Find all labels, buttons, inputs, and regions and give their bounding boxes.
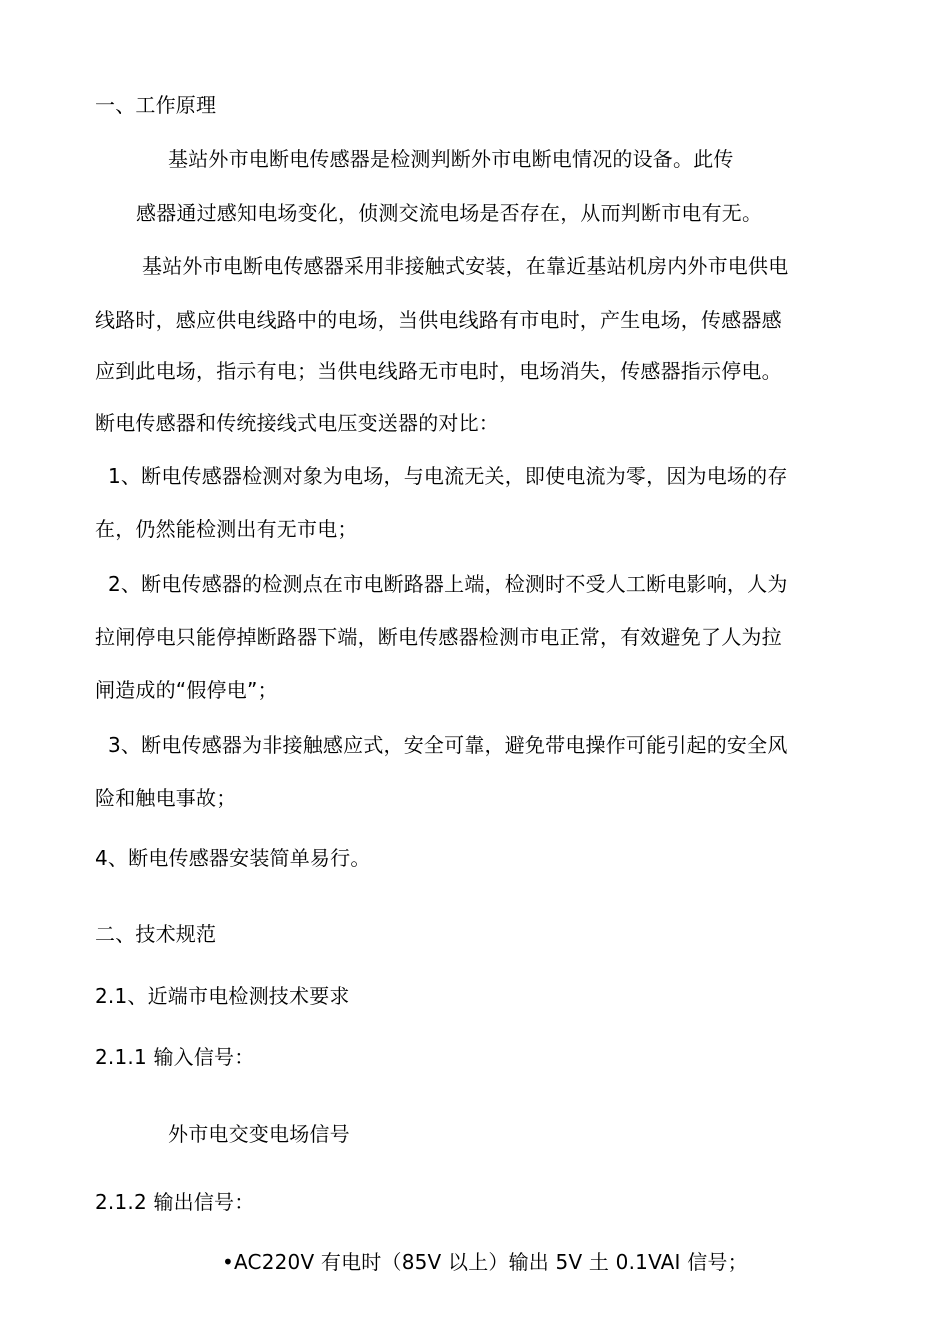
list-item-2-line: 2、断电传感器的检测点在市电断路器上端，检测时不受人工断电影响，人为 (108, 572, 788, 596)
list-item-1-line: 在，仍然能检测出有无市电； (95, 517, 358, 541)
subheading-2-1: 2.1、近端市电检测技术要求 (95, 984, 350, 1008)
paragraph-line: 感器通过感知电场变化，侦测交流电场是否存在，从而判断市电有无。 (136, 201, 763, 225)
paragraph-line: 线路时，感应供电线路中的电场，当供电线路有市电时，产生电场，传感器感 (95, 308, 782, 332)
paragraph-line: 应到此电场，指示有电；当供电线路无市电时，电场消失，传感器指示停电。 (95, 359, 782, 383)
subheading-2-1-1: 2.1.1 输入信号： (95, 1045, 255, 1069)
section-heading-working-principle: 一、工作原理 (95, 93, 217, 117)
comparison-title: 断电传感器和传统接线式电压变送器的对比： (95, 411, 499, 435)
subheading-2-1-2: 2.1.2 输出信号： (95, 1190, 255, 1214)
list-item-2-line: 拉闸停电只能停掉断路器下端，断电传感器检测市电正常，有效避免了人为拉 (95, 625, 782, 649)
list-item-1-line: 1、断电传感器检测对象为电场，与电流无关，即使电流为零，因为电场的存 (108, 464, 788, 488)
list-item-4: 4、断电传感器安装简单易行。 (95, 846, 371, 870)
paragraph-line: 基站外市电断电传感器采用非接触式安装，在靠近基站机房内外市电供电 (142, 254, 789, 278)
list-item-2-line: 闸造成的“假停电”； (95, 678, 278, 702)
paragraph-line: 基站外市电断电传感器是检测判断外市电断电情况的设备。此传 (168, 147, 734, 171)
output-signal-value: •AC220V 有电时（85V 以上）输出 5V 土 0.1VAI 信号； (222, 1250, 748, 1274)
list-item-3-line: 3、断电传感器为非接触感应式，安全可靠，避免带电操作可能引起的安全风 (108, 733, 788, 757)
input-signal-value: 外市电交变电场信号 (168, 1122, 350, 1146)
list-item-3-line: 险和触电事故； (95, 786, 237, 810)
section-heading-tech-spec: 二、技术规范 (95, 922, 217, 946)
